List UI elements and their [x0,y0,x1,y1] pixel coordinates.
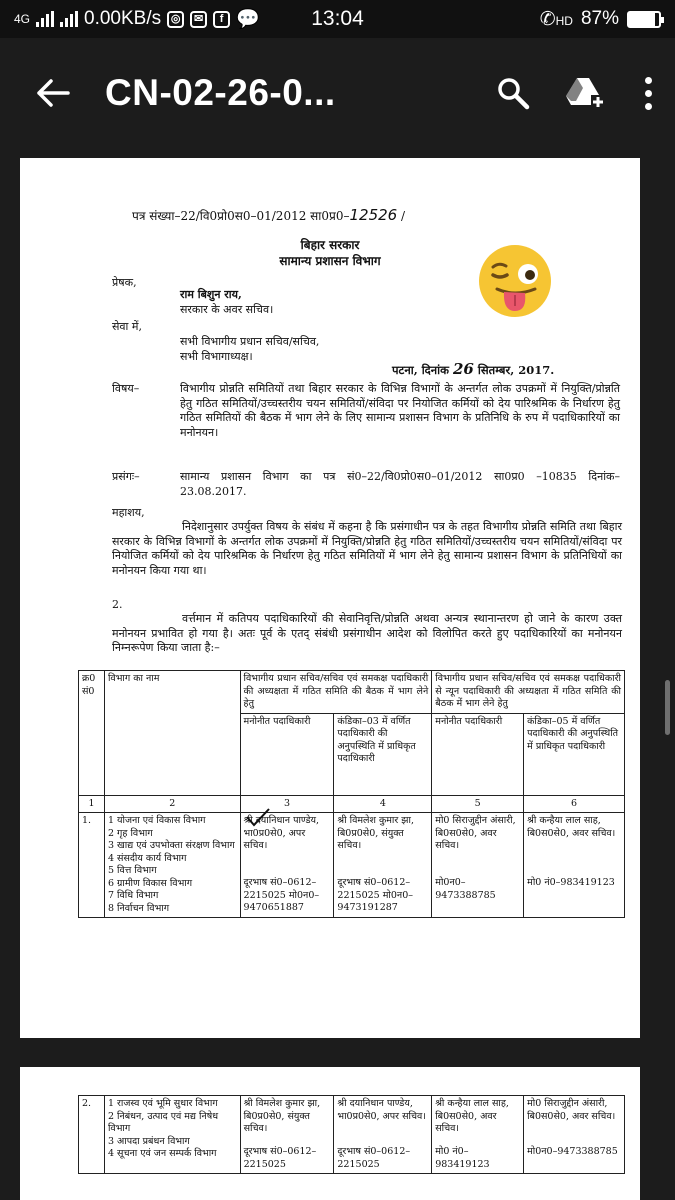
battery-icon [627,11,661,28]
authorized-officer-1 [334,813,432,918]
data-speed: 0.00KB/s [84,8,162,29]
officer-name: श्री विमलेश कुमार झा, बि0प्र0से0, संयुक्त सचिव। [243,1098,321,1134]
nominated-officer-1 [240,1096,334,1174]
document-page-1 [20,158,640,1038]
subject-label: विषय– [112,382,140,395]
nominated-officer-2 [432,813,524,918]
officer-phone: दूरभाष सं0–0612–2215025 मो0न0–9473191287 [337,877,413,913]
table-row [79,1096,625,1174]
officer-phone: मो0 नं0–983419123 [527,877,615,888]
officer-phone: दूरभाष सं0–0612–2215025 [243,1146,317,1170]
facebook-icon: f [213,11,230,28]
more-vert-icon[interactable] [621,38,675,148]
scroll-indicator[interactable] [665,680,670,735]
paragraph-2: वर्त्तमान में कतिपय पदाधिकारियों की सेवानिवृत्ति/प्रोन्नति अथवा अन्यत्र स्थानान्तरण हो जाने के कारण उक्त मनोनयन प्रभावित हो गया है। अतः पूर्व के एतद् संबंधी प्रसंगाधीन आदेश को विलोपित करते हुए पदाधिकारियों का मनोनयन निम्नरूपेण किया जाता है:– [112,612,622,654]
reference-text: सामान्य प्रशासन विभाग का पत्र सं0–22/वि0प्रो0स0–01/2012 सा0प्र0 –10835 दिनांक–23.08.2017. [180,470,620,498]
signal-2-icon [60,11,78,27]
sender-title: सरकार के अवर सचिव। [180,303,274,316]
officer-phone: मो0 नं0–983419123 [435,1146,490,1170]
header-serial: क्र0 सं0 [79,671,105,796]
row-serial: 1. [79,813,105,918]
date-handwritten: 26 [453,360,474,378]
ref-handwritten: 12526 [349,206,398,224]
header-authorized-2: कंडिका–05 में वर्णित पदाधिकारी की अनुपस्थिति में प्राधिकृत पदाधिकारी [524,713,625,795]
sender-name: राम बिशुन राय, [180,288,242,301]
department-item: 6 ग्रामीण विकास विभाग [107,877,193,889]
ref-number-text: पत्र संख्या–22/वि0प्रो0स0–01/2012 सा0प्र0– [132,209,350,223]
header-nominated-2: मनोनीत पदाधिकारी [432,713,524,795]
department-item: 5 वित्त विभाग [107,865,157,876]
handwritten-tick-icon [245,807,271,829]
officer-phone: मो0न0–9473388785 [435,877,496,901]
instagram-icon: ◎ [167,11,184,28]
battery-fill [629,13,655,26]
department-item: 7 विधि विभाग [107,890,159,901]
col-number: 4 [334,795,432,813]
signal-icon [36,11,54,27]
department-item: 3 खाद्य एवं उपभोक्ता संरक्षण विभाग [107,840,235,851]
ref-end: / [401,209,406,223]
reference-label: प्रसंगः– [112,470,140,483]
department-item: 2 निबंधन, उत्पाद एवं मद्य निषेध विभाग [107,1110,219,1134]
officer-name: श्री कन्हैया लाल साह, बि0स0से0, अवर सचिव। [527,815,616,839]
officer-name: मो0 सिराजुद्दीन अंसारी, बि0स0से0, अवर सचिव। [435,815,516,851]
department-item: 1 राजस्व एवं भूमि सुधार विभाग [107,1098,218,1109]
document-title: CN-02-26-0... [105,72,336,113]
recipient-1: सभी विभागीय प्रधान सचिव/सचिव, [180,335,320,348]
search-icon[interactable] [477,38,549,148]
nominated-officer-1 [240,813,334,918]
nomination-table [78,670,625,918]
status-bar [0,0,675,38]
recipient-2: सभी विभागाध्यक्ष। [180,350,253,363]
letter-date [392,362,554,378]
paragraph-2-number: 2. [112,598,123,611]
header-group-1: विभागीय प्रधान सचिव/सचिव एवं समकक्ष पदाधिकारी की अध्यक्षता में गठित समिति की बैठक में भाग लेने हेतु [240,671,432,714]
col-number: 2 [104,795,240,813]
letter-ref-number [132,208,405,224]
department-item: 8 निर्वाचन विभाग [107,902,170,914]
subject-text: विभागीय प्रोन्नति समितियों तथा बिहार सरकार के विभिन्न विभागों के अन्तर्गत लोक उपक्रमों में नियुक्ति/प्रोन्नति हेतु गठित समितियों/उच्चस्तरीय चयन समितियों/संविदा पर नियोजित कर्मियों को देय पारिश्रमिक के निर्धारण हेतु गठित समितियों की बैठक में भाग लेने के लिए सामान्य प्रशासन विभाग के प्रतिनिधि के रुप में पदाधिकारियों का मनोनयन। [180,382,620,439]
officer-phone: दूरभाष सं0–0612–2215025 [337,1146,411,1170]
header-authorized-1: कंडिका–03 में वर्णित पदाधिकारी की अनुपस्थिति में प्राधिकृत पदाधिकारी [334,713,432,795]
hd-call-icon: ✆HD [539,8,573,30]
hd-label: HD [555,13,573,28]
nominated-officer-2 [432,1096,524,1174]
row-serial: 2. [79,1096,105,1174]
officer-name: श्री विमलेश कुमार झा, बि0प्र0से0, संयुक्त सचिव। [337,815,414,851]
table-row [79,813,625,918]
officer-name: श्री दयानिधान पाण्डेय, भा0प्र0से0, अपर सचिव। [243,815,320,851]
column-number-row [79,795,625,813]
email-icon: ✉ [190,11,207,28]
authorized-officer-1 [334,1096,432,1174]
officer-name: मो0 सिराजुद्दीन अंसारी, बि0स0से0, अवर सचिव। [527,1098,616,1122]
department-item: 3 आपदा प्रबंधन विभाग [107,1135,190,1147]
department-item: 4 सूचना एवं जन सम्पर्क विभाग [107,1148,217,1159]
col-number: 6 [524,795,625,813]
header-nominated-1: मनोनीत पदाधिकारी [240,713,334,795]
message-icon: 💬 [236,9,260,30]
officer-name: श्री दयानिधान पाण्डेय, भा0प्र0से0, अपर सचिव। [337,1098,426,1122]
date-prefix: पटना, दिनांक [392,363,449,377]
clock: 13:04 [311,7,364,30]
nomination-table-continued [78,1095,625,1174]
officer-phone: दूरभाष सं0–0612–2215025 मो0न0–9470651887 [243,877,320,913]
authorized-officer-2 [524,1096,625,1174]
col-number: 1 [79,795,105,813]
officer-name: श्री कन्हैया लाल साह, बि0स0से0, अवर सचिव। [435,1098,509,1134]
date-suffix: सितम्बर, 2017. [477,363,555,377]
paragraph-1: निदेशानुसार उपर्युक्त विषय के संबंध में कहना है कि प्रसंगाधीन पत्र के तहत विभागीय प्रोन्नति समिति तथा बिहार सरकार के विभिन्न विभागों के अन्तर्गत लोक उपक्रमों में नियुक्ति/प्रोन्नति हेतु गठित समितियों/उच्चस्तरीय चयन समितियों/संविदा पर नियोजित कर्मियों को देय पारिश्रमिक के निर्धारण हेतु गठित समितियों में भाग लेने हेतु सामान्य प्रशासन विभाग के प्रतिनिधियों का मनोनयन किया गया था। [112,520,622,577]
drive-add-icon[interactable] [549,38,621,148]
col-number: 5 [432,795,524,813]
back-arrow-icon[interactable] [0,38,105,148]
header-group-2: विभागीय प्रधान सचिव/सचिव एवं समकक्ष पदाधिकारी से न्यून पदाधिकारी की अध्यक्षता में गठित समिति की बैठक में भाग लेने हेतु [432,671,625,714]
department-item: 4 संसदीय कार्य विभाग [107,852,187,864]
battery-percent: 87% [580,8,619,29]
officer-phone: मो0न0–9473388785 [527,1146,618,1157]
letter-header-government: बिहार सरकार [300,238,360,252]
app-bar [0,38,675,148]
department-item: 2 गृह विभाग [107,827,153,839]
letter-header-department: सामान्य प्रशासन विभाग [279,254,381,268]
recipient-label: सेवा में, [112,320,142,333]
row-departments [104,1096,240,1174]
document-page-2 [20,1067,640,1200]
department-item: 1 योजना एवं विकास विभाग [107,815,206,826]
winking-tongue-emoji [477,243,553,319]
col-number: 3 [240,795,334,813]
salutation: महाशय, [112,506,145,519]
header-department: विभाग का नाम [104,671,240,796]
network-type: 4G [14,12,31,26]
sender-label: प्रेषक, [112,276,137,289]
authorized-officer-2 [524,813,625,918]
row-departments [104,813,240,918]
